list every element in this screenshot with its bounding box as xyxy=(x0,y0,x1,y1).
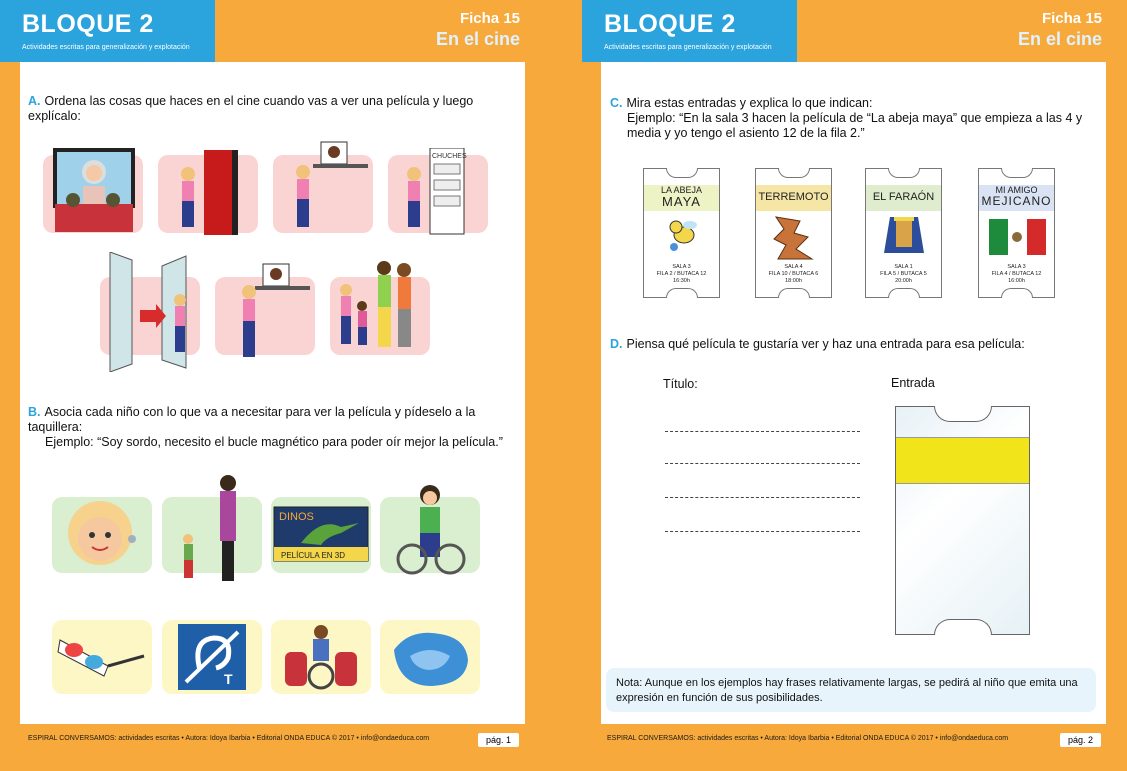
image-queue xyxy=(330,277,430,355)
question-c xyxy=(610,96,1095,141)
chuches-label: CHUCHES xyxy=(432,153,467,160)
paying-illustration xyxy=(215,262,315,362)
question-text: Piensa qué película te gustaría ver y haz una entrada para esa película: xyxy=(626,337,1025,351)
question-b xyxy=(28,405,508,450)
title-write-line-3[interactable] xyxy=(665,497,860,498)
glasses-3d-icon xyxy=(52,620,152,694)
question-letter: A. xyxy=(28,94,41,108)
question-letter: D. xyxy=(610,337,623,351)
titulo-label: Título: xyxy=(663,377,698,391)
image-accessible-seat xyxy=(271,620,371,694)
question-text: Mira estas entradas y explica lo que indican: xyxy=(626,96,873,110)
ficha-topic: En el cine xyxy=(435,29,520,49)
ticket-2: TERREMOTO SALA 4 FILA 10 / BUTACA 6 18:00h xyxy=(755,168,832,298)
image-child-with-adult xyxy=(162,497,262,573)
title-write-line-2[interactable] xyxy=(665,463,860,464)
curtain-illustration xyxy=(158,150,258,240)
bee-icon xyxy=(644,213,721,263)
child-adult-illustration xyxy=(162,473,262,593)
image-asking-ticket xyxy=(273,155,373,233)
image-paying-ticket xyxy=(215,277,315,355)
image-3d-movie xyxy=(271,497,371,573)
bloque-subtitle: Actividades escritas para generalización y explotación xyxy=(604,44,772,51)
image-deaf-child xyxy=(52,497,152,573)
ficha-number: Ficha 15 xyxy=(459,10,520,27)
ticket-top-notch xyxy=(934,406,992,422)
ticket-title: EL FARAÓN xyxy=(866,185,941,211)
ticket-bottom-notch xyxy=(934,619,992,635)
image-3d-glasses xyxy=(52,620,152,694)
booster-seat-icon xyxy=(380,620,480,694)
ticket-4: MI AMIGO MEJICANO SALA 3 FILA 4 / BUTACA 12 16:00h xyxy=(978,168,1055,298)
title-write-line-1[interactable] xyxy=(665,431,860,432)
worksheet-page-1 xyxy=(0,0,545,771)
image-booster-seat xyxy=(380,620,480,694)
question-letter: B. xyxy=(28,405,41,419)
question-example: Ejemplo: “Soy sordo, necesito el bucle magnético para poder oír mejor la película.” xyxy=(45,435,503,449)
wheelchair-illustration xyxy=(380,483,480,583)
question-text: Asocia cada niño con lo que va a necesitar para ver la película y pídeselo a la taquillera: xyxy=(28,405,476,434)
svg-text:T: T xyxy=(224,671,233,687)
question-a xyxy=(28,94,508,124)
dinos-subtitle: PELÍCULA EN 3D xyxy=(281,551,346,560)
dinos-poster-illustration xyxy=(271,497,371,573)
cinema-seats-icon xyxy=(271,616,371,696)
ficha-block xyxy=(380,0,520,58)
pharaoh-icon xyxy=(866,213,943,263)
bloque-subtitle: Actividades escritas para generalización y explotación xyxy=(22,44,190,51)
candy-machine-illustration xyxy=(388,148,488,238)
cinema-screen-illustration xyxy=(43,148,143,238)
content-sheet xyxy=(601,62,1106,724)
blank-ticket-title-band[interactable] xyxy=(896,437,1029,484)
entrada-label: Entrada xyxy=(891,376,935,390)
image-exit-door xyxy=(100,277,200,355)
door-exit-illustration xyxy=(100,252,200,372)
dinos-title: DINOS xyxy=(279,511,314,523)
child-face-illustration xyxy=(52,493,152,573)
question-text: Ordena las cosas que haces en el cine cuando vas a ver una película y luego explícalo: xyxy=(28,94,474,123)
image-wheelchair-child xyxy=(380,497,480,573)
title-write-line-4[interactable] xyxy=(665,531,860,532)
earthquake-icon xyxy=(756,213,833,263)
queue-illustration xyxy=(330,260,430,370)
page-number: pág. 2 xyxy=(1060,733,1101,747)
ticket-1: LA ABEJA MAYA SALA 3 FILA 2 / BUTACA 12 16:30h xyxy=(643,168,720,298)
question-d xyxy=(610,337,1095,352)
ficha-block xyxy=(962,0,1102,58)
question-example: Ejemplo: “En la sala 3 hacen la película de “La abeja maya” que empieza a las 4 y media y yo tengo el asiento 12 de la fila 2.” xyxy=(627,111,1083,140)
footer-text: ESPIRAL CONVERSAMOS: actividades escritas • Autora: Idoya Ibarbia • Editorial ONDA EDUCA © 2017 • info@ondaeduca.com xyxy=(607,735,1009,742)
ticket-3: EL FARAÓN SALA 1 FILA 5 / BUTACA 5 20:00h xyxy=(865,168,942,298)
ticket-title: TERREMOTO xyxy=(756,185,831,211)
ficha-topic: En el cine xyxy=(1017,29,1102,49)
image-hearing-loop xyxy=(162,620,262,694)
mexico-flag-icon xyxy=(979,213,1056,263)
ticket-title: MI AMIGO MEJICANO xyxy=(979,185,1054,211)
image-watching-movie xyxy=(43,155,143,233)
image-entering-room xyxy=(158,155,258,233)
ticket-title: LA ABEJA MAYA xyxy=(644,185,719,211)
question-letter: C. xyxy=(610,96,623,110)
footer-text: ESPIRAL CONVERSAMOS: actividades escritas • Autora: Idoya Ibarbia • Editorial ONDA EDUCA © 2017 • info@ondaeduca.com xyxy=(28,735,430,742)
hearing-loop-icon xyxy=(162,620,262,694)
image-buying-candy xyxy=(388,155,488,233)
header-block xyxy=(582,0,797,62)
header-block xyxy=(0,0,215,62)
ticket-office-illustration xyxy=(273,140,373,230)
note-box: Nota: Aunque en los ejemplos hay frases relativamente largas, se pedirá al niño que emita una expresión en función de sus posibilidades. xyxy=(606,668,1096,712)
page-number: pág. 1 xyxy=(478,733,519,747)
ficha-number: Ficha 15 xyxy=(1041,10,1102,27)
bloque-title: BLOQUE 2 xyxy=(22,10,154,38)
bloque-title: BLOQUE 2 xyxy=(604,10,736,38)
blank-ticket[interactable] xyxy=(895,406,1030,635)
